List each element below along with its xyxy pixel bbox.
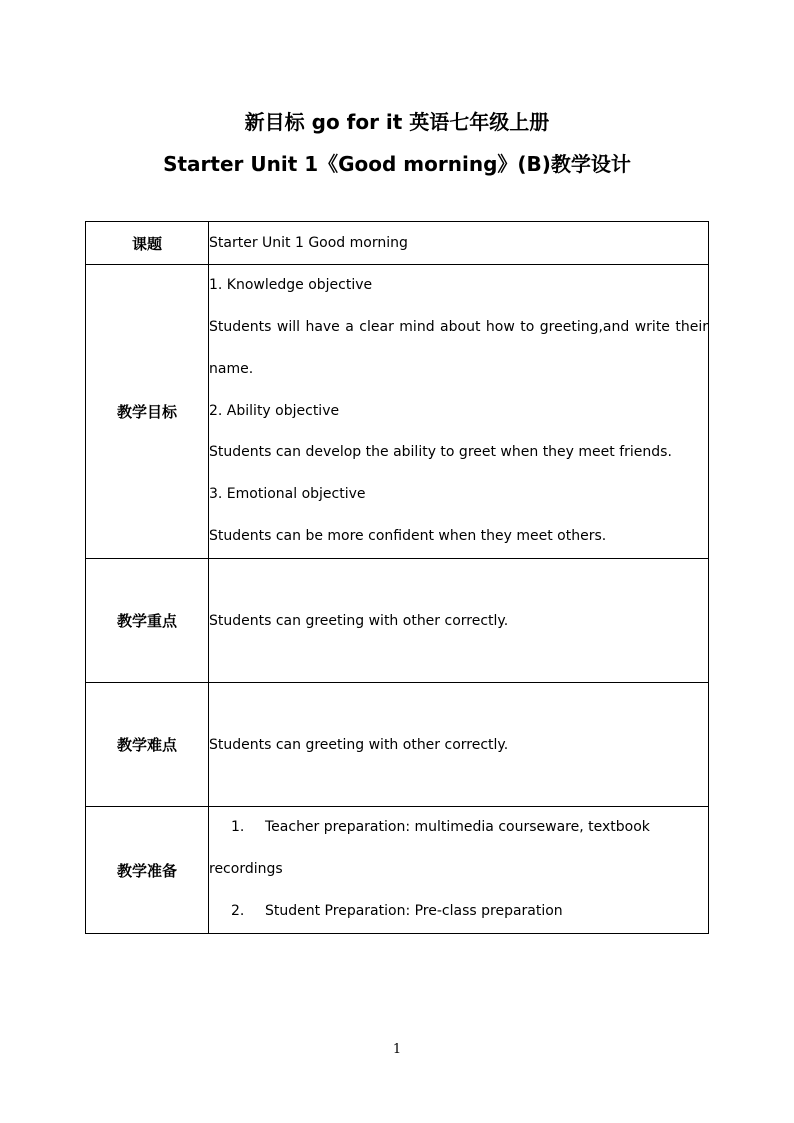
lesson-plan-table [85,221,709,934]
preparation-item-text: Teacher preparation: multimedia courseware, textbook [265,819,650,836]
key-points-content [209,559,709,683]
preparation-item [209,891,708,933]
key-points-text: Students can greeting with other correctly. [209,612,509,629]
table-row-topic [86,222,709,265]
objective-line: 3. Emotional objective [209,486,366,503]
preparation-item-number: 2. [231,902,245,919]
table-row-difficult-points [86,683,709,807]
objective-line: 2. Ability objective [209,402,340,419]
preparation-item-text: Student Preparation: Pre-class preparation [265,902,563,919]
difficult-points-content [209,683,709,807]
objective-line: Students can be more confident when they meet others. [209,527,607,544]
objective-line: Students will have a clear mind about how to greeting,and write their [209,319,708,335]
objective-line: 1. Knowledge objective [209,277,373,294]
objectives-content [209,265,709,559]
table-row-preparation [86,807,709,934]
preparation-label: 教学准备 [86,807,209,934]
preparation-content [209,807,709,934]
topic-value [209,222,709,265]
key-points-label: 教学重点 [86,559,209,683]
topic-label: 课题 [86,222,209,265]
topic-text: Starter Unit 1 Good morning [209,235,408,251]
difficult-points-text: Students can greeting with other correctly. [209,736,509,753]
preparation-item-number: 1. [231,819,245,836]
document-title: 新目标 go for it 英语七年级上册 [244,110,550,134]
objective-line: Students can develop the ability to greet when they meet friends. [209,444,672,461]
document-subtitle: Starter Unit 1《Good morning》(B)教学设计 [163,152,631,176]
table-row-objectives [86,265,709,559]
page-number: 1 [392,1042,402,1057]
objectives-label: 教学目标 [86,265,209,559]
table-row-key-points [86,559,709,683]
objective-line: name. [209,360,254,377]
preparation-item [209,807,708,849]
difficult-points-label: 教学难点 [86,683,209,807]
preparation-item-continuation: recordings [209,861,283,878]
